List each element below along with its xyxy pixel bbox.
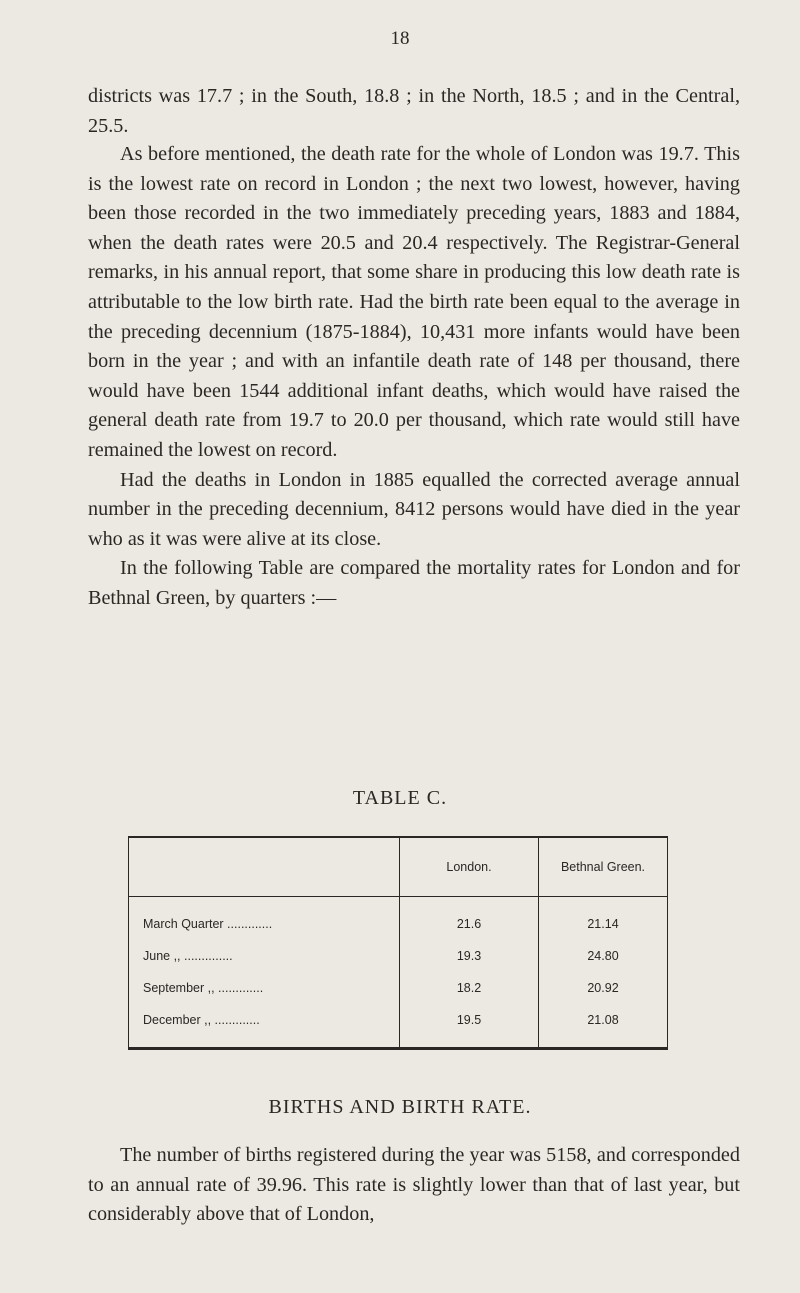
intro-paragraph: districts was 17.7 ; in the South, 18.8 ; in the North, 18.5 ; and in the Central, 25.5. — [88, 85, 740, 137]
page-number: 18 — [390, 28, 410, 49]
row-label: March Quarter ............. — [143, 917, 273, 931]
london-value: 19.3 — [400, 940, 539, 972]
row-label: September ,, ............. — [143, 981, 264, 995]
header-london: London. — [400, 837, 539, 897]
bethnal-value: 20.92 — [539, 972, 668, 1004]
paragraph-death-rate: As before mentioned, the death rate for the whole of London was 19.7. This is the lowest rate on record in London ; the next two lowest, however, having been those recorded in the two immediately preceding years, 1883 and 1884, when the death rates were 20.5 and 20.4 respectively. The Registrar-General remarks, in his annual report, that some share in producing this low death rate is attributable to the low birth rate. Had the birth rate been equal to the average in the preceding decennium (1875-1884), 10,431 more infants would have been born in the year ; and with an infantile death rate of 148 per thousand, there would have been 1544 additional infant deaths, which would have raised the general death rate from 19.7 to 20.0 per thousand, which rate would still have remained the lowest on record. — [88, 143, 740, 461]
london-value: 21.6 — [400, 897, 539, 941]
mortality-table — [128, 836, 668, 1050]
table-row — [129, 1004, 668, 1049]
table-header-row — [129, 837, 668, 897]
paragraph-table-intro: In the following Table are compared the mortality rates for London and for Bethnal Green, by quarters :— — [88, 557, 740, 609]
body-text — [88, 140, 740, 614]
table-row — [129, 897, 668, 941]
section-heading: BIRTHS AND BIRTH RATE. — [268, 1096, 532, 1118]
table-row — [129, 972, 668, 1004]
intro-text — [88, 82, 740, 141]
births-text — [88, 1141, 740, 1230]
london-value: 19.5 — [400, 1004, 539, 1049]
paragraph-deaths-average: Had the deaths in London in 1885 equalled the corrected average annual number in the preceding decennium, 8412 persons would have died in the year who as it was were alive at its close. — [88, 468, 740, 550]
bethnal-value: 21.14 — [539, 897, 668, 941]
row-label: December ,, ............. — [143, 1013, 260, 1027]
header-blank — [129, 837, 400, 897]
row-label: June ,, .............. — [143, 949, 233, 963]
london-value: 18.2 — [400, 972, 539, 1004]
bethnal-value: 21.08 — [539, 1004, 668, 1049]
bethnal-value: 24.80 — [539, 940, 668, 972]
header-bethnal-green: Bethnal Green. — [539, 837, 668, 897]
table-row — [129, 940, 668, 972]
paragraph-births: The number of births registered during the year was 5158, and corresponded to an annual rate of 39.96. This rate is slightly lower than that of last year, but considerably above that of London, — [88, 1144, 740, 1226]
table-title: TABLE C. — [352, 787, 448, 809]
